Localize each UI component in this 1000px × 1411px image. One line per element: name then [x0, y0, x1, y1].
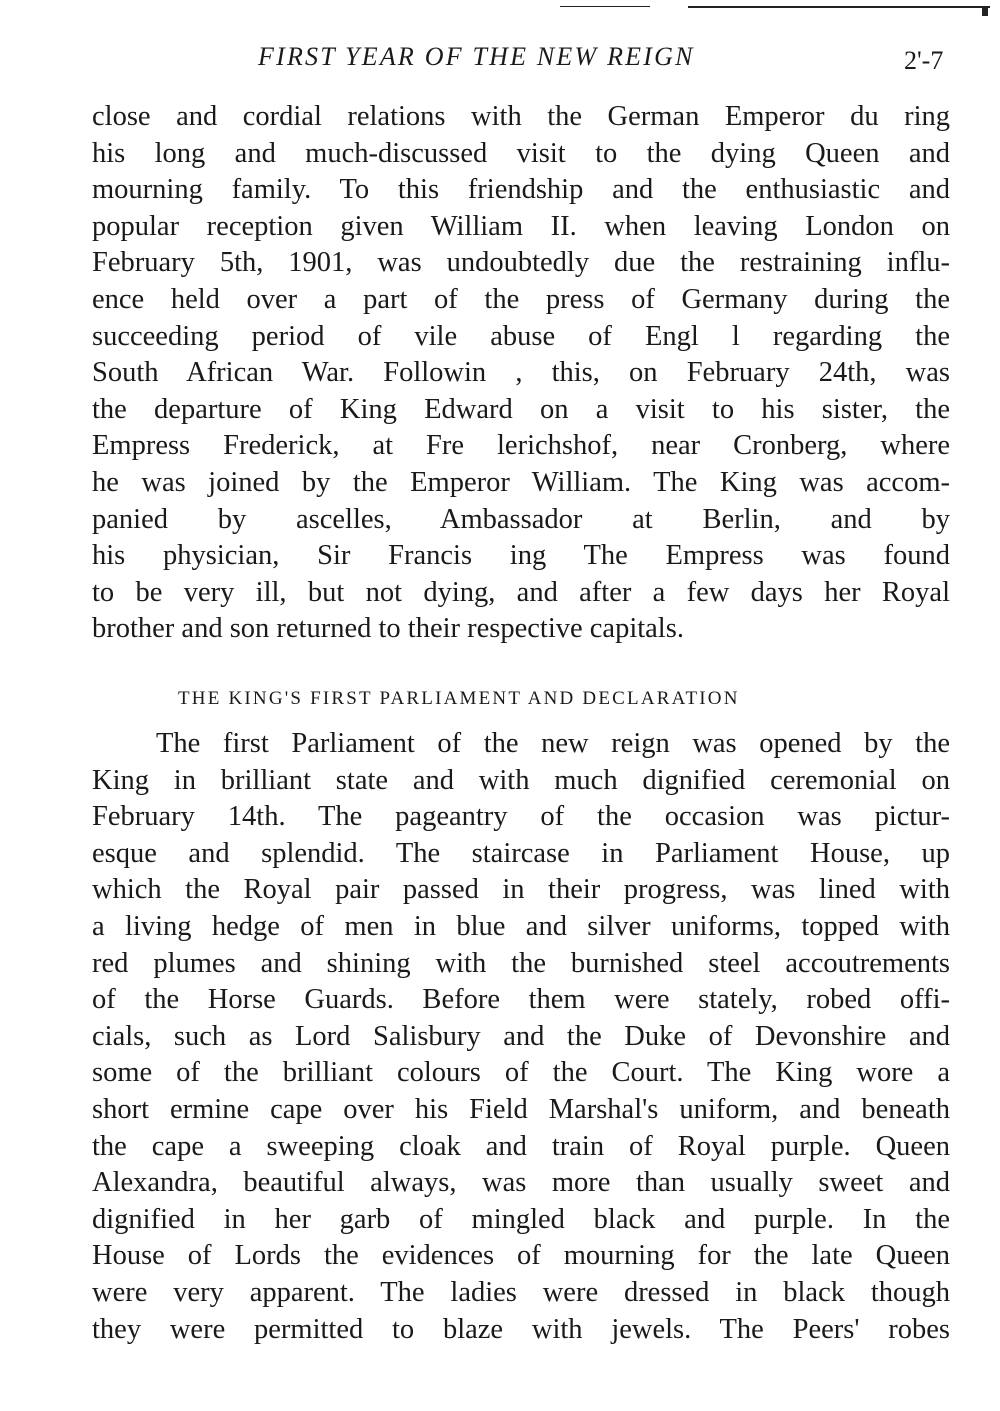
text-line: close and cordial relations with the German Emperor du ring — [92, 101, 950, 132]
top-rule-tick — [982, 6, 988, 16]
text-line: South African War. Followin , this, on February 24th, was — [92, 357, 950, 389]
text-line: a living hedge of men in blue and silver uniforms, topped with — [92, 910, 950, 942]
text-line: ence held over a part of the press of Germany during the — [92, 283, 950, 315]
paragraph-2 — [92, 726, 950, 1348]
text-line: the departure of King Edward on a visit to his sister, the — [92, 393, 950, 425]
text-line: succeeding period of vile abuse of Engl l regarding the — [92, 320, 950, 352]
top-rule-short — [560, 6, 650, 7]
text-line: popular reception given William II. when leaving London on — [92, 210, 950, 242]
text-line: The first Parliament of the new reign was opened by the — [156, 728, 950, 759]
text-line: were very apparent. The ladies were dressed in black though — [92, 1276, 950, 1308]
text-line: of the Horse Guards. Before them were stately, robed offi- — [92, 984, 950, 1016]
text-line: Empress Frederick, at Fre lerichshof, near Cronberg, where — [92, 430, 950, 462]
text-line: brother and son returned to their respective capitals. — [92, 613, 684, 645]
text-line: February 14th. The pageantry of the occasion was pictur- — [92, 801, 950, 833]
running-head — [0, 40, 1000, 80]
text-line: panied by ascelles, Ambassador at Berlin, and by — [92, 503, 950, 535]
text-line: King in brilliant state and with much dignified ceremonial on — [92, 764, 950, 796]
text-line: to be very ill, but not dying, and after a few days her Royal — [92, 576, 950, 608]
text-line: short ermine cape over his Field Marshal's uniform, and beneath — [92, 1093, 950, 1125]
text-line: they were permitted to blaze with jewels. The Peers' robes — [92, 1313, 950, 1345]
text-line: the cape a sweeping cloak and train of Royal purple. Queen — [92, 1130, 950, 1162]
page-number: 2'-7 — [904, 46, 944, 75]
text-line: he was joined by the Emperor William. The King was accom- — [92, 466, 950, 498]
text-line: cials, such as Lord Salisbury and the Duke of Devonshire and — [92, 1020, 950, 1052]
text-line: February 5th, 1901, was undoubtedly due the restraining influ- — [92, 247, 950, 279]
text-line: esque and splendid. The staircase in Parliament House, up — [92, 837, 950, 869]
section-heading: THE KING'S FIRST PARLIAMENT AND DECLARATION — [178, 688, 740, 709]
running-title: FIRST YEAR OF THE NEW REIGN — [258, 42, 695, 71]
text-line: his long and much-discussed visit to the dying Queen and — [92, 137, 950, 169]
paragraph-1 — [92, 99, 950, 648]
text-line: dignified in her garb of mingled black and purple. In the — [92, 1203, 950, 1235]
text-line: red plumes and shining with the burnished steel accoutrements — [92, 947, 950, 979]
text-line: House of Lords the evidences of mourning for the late Queen — [92, 1240, 950, 1272]
text-line: Alexandra, beautiful always, was more than usually sweet and — [92, 1167, 950, 1199]
top-rule-long — [688, 6, 990, 8]
text-line: which the Royal pair passed in their progress, was lined with — [92, 874, 950, 906]
text-line: mourning family. To this friendship and the enthusiastic and — [92, 174, 950, 206]
text-line: some of the brilliant colours of the Court. The King wore a — [92, 1057, 950, 1089]
text-line: his physician, Sir Francis ing The Empress was found — [92, 540, 950, 572]
